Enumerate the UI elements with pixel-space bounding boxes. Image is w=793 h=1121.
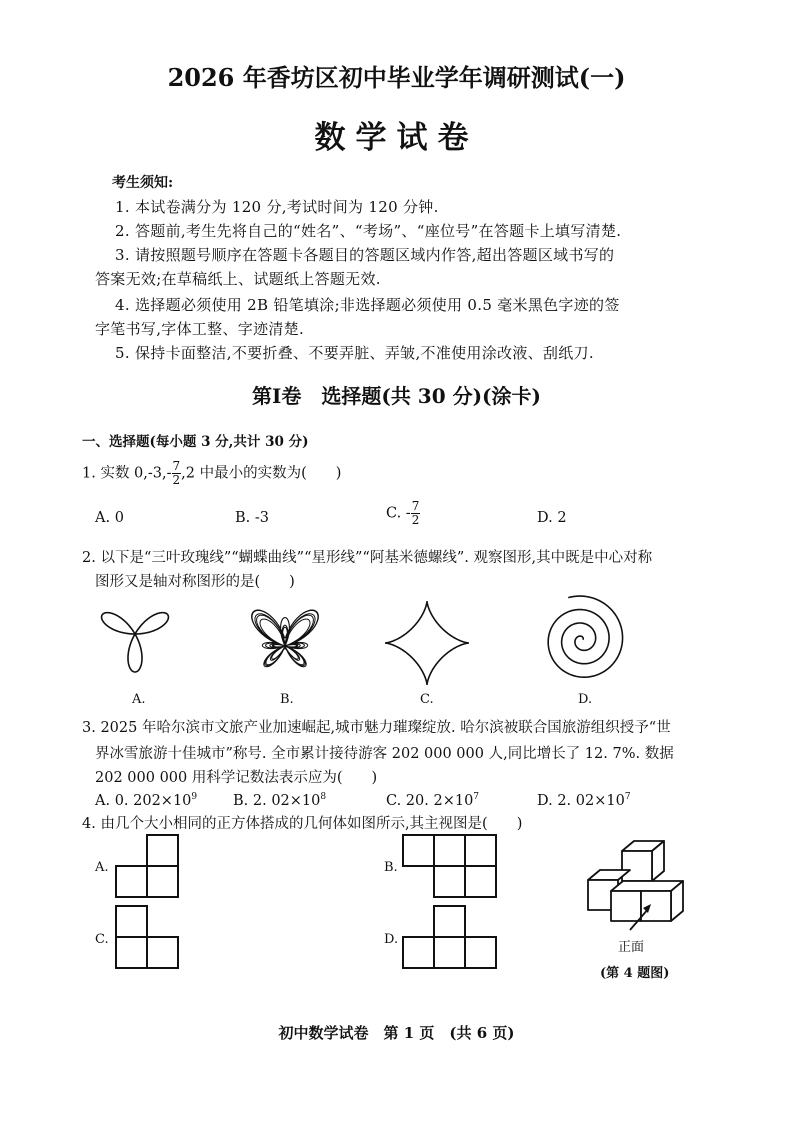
q4-d-cell	[465, 937, 496, 968]
q4-c-cell	[116, 906, 147, 937]
q2-label-c: C.	[420, 692, 434, 707]
q4-a-cell	[116, 866, 147, 897]
q3-option-c	[386, 792, 479, 809]
q1-c-den: 2	[411, 513, 420, 527]
q2-label-a: A.	[132, 692, 146, 707]
q4-d-cell	[434, 937, 465, 968]
q4-view-d	[403, 906, 496, 968]
q1-option-d: D. 2	[537, 510, 567, 526]
notice-line-3b: 答案无效;在草稿纸上、试题纸上答题无效.	[95, 270, 381, 288]
q4-label-d: D.	[384, 932, 399, 947]
q4-label-a: A.	[95, 860, 109, 875]
q4-figure-caption: (第 4 题图)	[600, 966, 670, 981]
notice-line-4b: 字笔书写,字体工整、字迹清楚.	[95, 320, 305, 338]
q2-line-1: 2. 以下是“三叶玫瑰线”“蝴蝶曲线”“星形线”“阿基米德螺线”. 观察图形,其中既是中心对称	[82, 550, 653, 566]
q3-option-b	[233, 792, 326, 809]
part-title: 一、选择题(每小题 3 分,共计 30 分)	[82, 434, 309, 450]
notice-heading: 考生须知:	[112, 175, 174, 191]
q2-label-b: B.	[280, 692, 294, 707]
q4-label-b: B.	[384, 860, 398, 875]
page-footer: 初中数学试卷 第 1 页 (共 6 页)	[278, 1024, 515, 1042]
q1-option-c	[386, 500, 420, 527]
q4-d-cell	[434, 906, 465, 937]
q4-a-cell	[147, 866, 178, 897]
q3-a-base: A. 0. 202×10	[95, 792, 192, 809]
q3-line-3: 202 000 000 用科学记数法表示应为( )	[95, 770, 378, 786]
q4-label-c: C.	[95, 932, 109, 947]
q4-b-cell	[465, 866, 496, 897]
q3-b-base: B. 2. 02×10	[233, 792, 321, 809]
question-1	[82, 460, 341, 487]
q3-b-exp: 8	[320, 792, 327, 802]
q3-c-base: C. 20. 2×10	[386, 792, 474, 809]
notice-line-2: 2. 答题前,考生先将自己的“姓名”、“考场”、“座位号”在答题卡上填写清楚.	[115, 222, 622, 240]
q1-option-b: B. -3	[235, 510, 269, 526]
q1-suffix: ,2 中最小的实数为( )	[181, 465, 342, 482]
q4-b-cell	[434, 835, 465, 866]
q4-c-cell	[116, 937, 147, 968]
q4-solid-figure	[585, 838, 695, 933]
exam-subtitle: 数学试卷	[314, 120, 479, 156]
astroid-figure	[382, 598, 472, 688]
spiral-curve	[548, 596, 622, 677]
q4-b-cell	[465, 835, 496, 866]
exam-title: 2026 年香坊区初中毕业学年调研测试(一)	[167, 63, 626, 92]
butterfly-curve	[252, 610, 319, 667]
q4-a-cell	[147, 835, 178, 866]
q3-a-exp: 9	[191, 792, 198, 802]
q1-option-a: A. 0	[95, 510, 124, 526]
q3-line-2: 界冰雪旅游十佳城市”称号. 全市累计接待游客 202 000 000 人,同比增长了 12. 7%. 数据	[95, 746, 674, 762]
q2-line-2: 图形又是轴对称图形的是( )	[95, 574, 295, 590]
q1-frac-num: 7	[172, 459, 181, 473]
q3-d-exp: 7	[624, 792, 631, 802]
section-title: 第Ⅰ卷 选择题(共 30 分)(涂卡)	[252, 384, 541, 408]
q4-d-cell	[403, 937, 434, 968]
q3-d-base: D. 2. 02×10	[537, 792, 625, 809]
q4-stem: 4. 由几个大小相同的正方体搭成的几何体如图所示,其主视图是( )	[82, 816, 523, 832]
rose-curve	[102, 613, 169, 672]
three-leaf-rose-figure	[95, 598, 175, 688]
butterfly-curve-figure	[230, 598, 340, 688]
spiral-figure	[532, 595, 632, 685]
q1-c-prefix: C. -	[386, 505, 411, 522]
q4-b-cell	[403, 835, 434, 866]
q4-c-cell	[147, 937, 178, 968]
notice-line-3: 3. 请按照题号顺序在答题卡各题目的答题区域内作答,超出答题区域书写的	[115, 246, 615, 264]
q3-option-a	[95, 792, 197, 809]
q1-prefix: 1. 实数 0,-3,-	[82, 465, 172, 482]
q4-b-cell	[434, 866, 465, 897]
q4-view-c	[116, 906, 178, 968]
q3-c-exp: 7	[473, 792, 480, 802]
notice-line-1: 1. 本试卷满分为 120 分,考试时间为 120 分钟.	[115, 198, 439, 216]
q1-c-fraction	[411, 500, 421, 527]
q4-view-a	[116, 835, 178, 897]
notice-line-4: 4. 选择题必须使用 2B 铅笔填涂;非选择题必须使用 0.5 毫米黑色字迹的签	[115, 296, 620, 314]
q3-option-d	[537, 792, 631, 809]
notice-line-5: 5. 保持卡面整洁,不要折叠、不要弄脏、弄皱,不准使用涂改液、刮纸刀.	[115, 344, 594, 362]
astroid-curve	[385, 601, 469, 685]
q4-view-b	[403, 835, 496, 897]
q1-c-num: 7	[411, 499, 420, 513]
q3-line-1: 3. 2025 年哈尔滨市文旅产业加速崛起,城市魅力璀璨绽放. 哈尔滨被联合国旅游组织授予“世	[82, 720, 671, 736]
q4-front-label: 正面	[618, 940, 645, 955]
q2-label-d: D.	[578, 692, 593, 707]
q1-frac-den: 2	[172, 473, 181, 487]
q1-fraction	[172, 460, 182, 487]
